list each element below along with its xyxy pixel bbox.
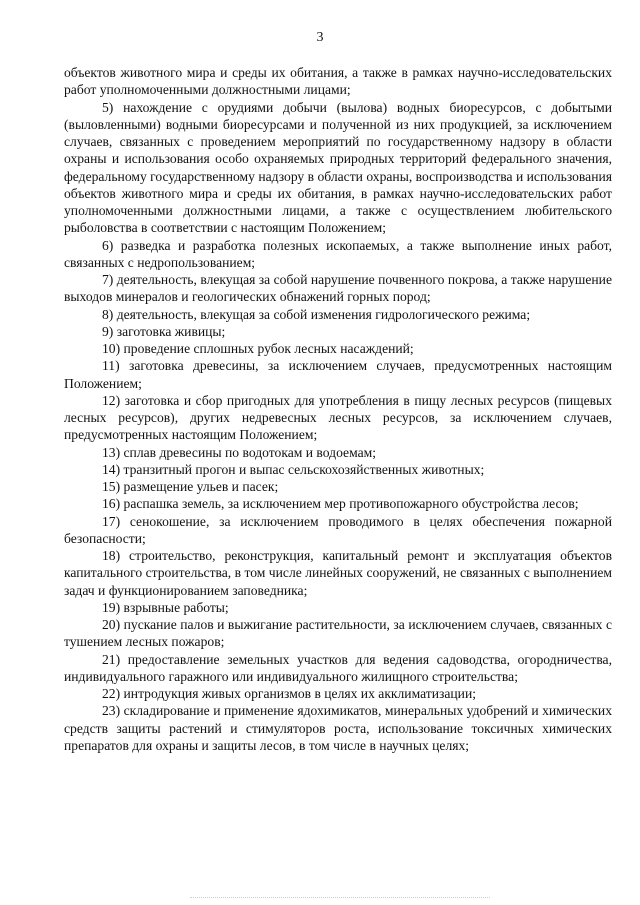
list-item-11: 11) заготовка древесины, за исключением случаев, предусмотренных настоящим Положением; [64, 358, 612, 391]
list-item-5: 5) нахождение с орудиями добычи (вылова) водных биоресурсов, с добытыми (выловленными) водными биоресурсами и полученной из них продукцией, за исключением случаев, связанных с проведением мероприятий по государственному надзору в области охраны и использования особо охраняемых природных территорий федерального значения, федеральному государственному надзору в области охраны, воспроизводства и использования объектов животного мира и среды их обитания, в рамках научно-исследовательских работ уполномоченными должностными лицами, а также с осуществлением любительского рыболовства в соответствии с настоящим Положением; [64, 99, 612, 236]
list-item-21: 21) предоставление земельных участков для ведения садоводства, огородничества, индивидуального гаражного или индивидуального жилищного строительства; [64, 651, 612, 684]
list-item-13: 13) сплав древесины по водотокам и водоемам; [102, 444, 376, 460]
document-body [64, 64, 612, 754]
list-item-19: 19) взрывные работы; [102, 599, 229, 615]
list-item-10: 10) проведение сплошных рубок лесных насаждений; [102, 341, 414, 356]
list-item-14: 14) транзитный прогон и выпас сельскохозяйственных животных; [102, 461, 485, 477]
list-item-7: 7) деятельность, влекущая за собой нарушение почвенного покрова, а также нарушение выходов минералов и геологических обнажений горных пород; [64, 272, 612, 305]
list-item-22: 22) интродукция живых организмов в целях их акклиматизации; [102, 686, 476, 701]
list-item-16: 16) распашка земель, за исключением мер противопожарного обустройства лесов; [102, 496, 579, 512]
list-item-12: 12) заготовка и сбор пригодных для употребления в пищу лесных ресурсов (пищевых лесных ресурсов), других недревесных лесных ресурсов, за исключением случаев, предусмотренных настоящим Положением; [64, 392, 612, 443]
list-item-18: 18) строительство, реконструкция, капитальный ремонт и эксплуатация объектов капитального строительства, в том числе линейных сооружений, не связанных с выполнением задач и функционированием заповедника; [64, 548, 612, 598]
list-item-23: 23) складирование и применение ядохимикатов, минеральных удобрений и химических средств защиты растений и стимуляторов роста, использование токсичных химических препаратов для охраны и защиты лесов, в том числе в научных целях; [64, 703, 612, 753]
list-item-17: 17) сенокошение, за исключением проводимого в целях обеспечения пожарной безопасности; [64, 513, 612, 546]
list-item-20: 20) пускание палов и выжигание растительности, за исключением случаев, связанных с тушением лесных пожаров; [64, 617, 612, 650]
list-item-6: 6) разведка и разработка полезных ископаемых, а также выполнение иных работ, связанных с недропользованием; [64, 237, 612, 270]
scan-edge-line [190, 897, 490, 898]
list-item-9: 9) заготовка живицы; [102, 323, 226, 339]
paragraph-continuation: объектов животного мира и среды их обитания, а также в рамках научно-исследовательских работ уполномоченными должностными лицами; [64, 65, 612, 98]
list-item-8: 8) деятельность, влекущая за собой изменения гидрологического режима; [102, 306, 531, 322]
list-item-15: 15) размещение ульев и пасек; [102, 479, 279, 494]
page-number: 3 [316, 30, 324, 45]
